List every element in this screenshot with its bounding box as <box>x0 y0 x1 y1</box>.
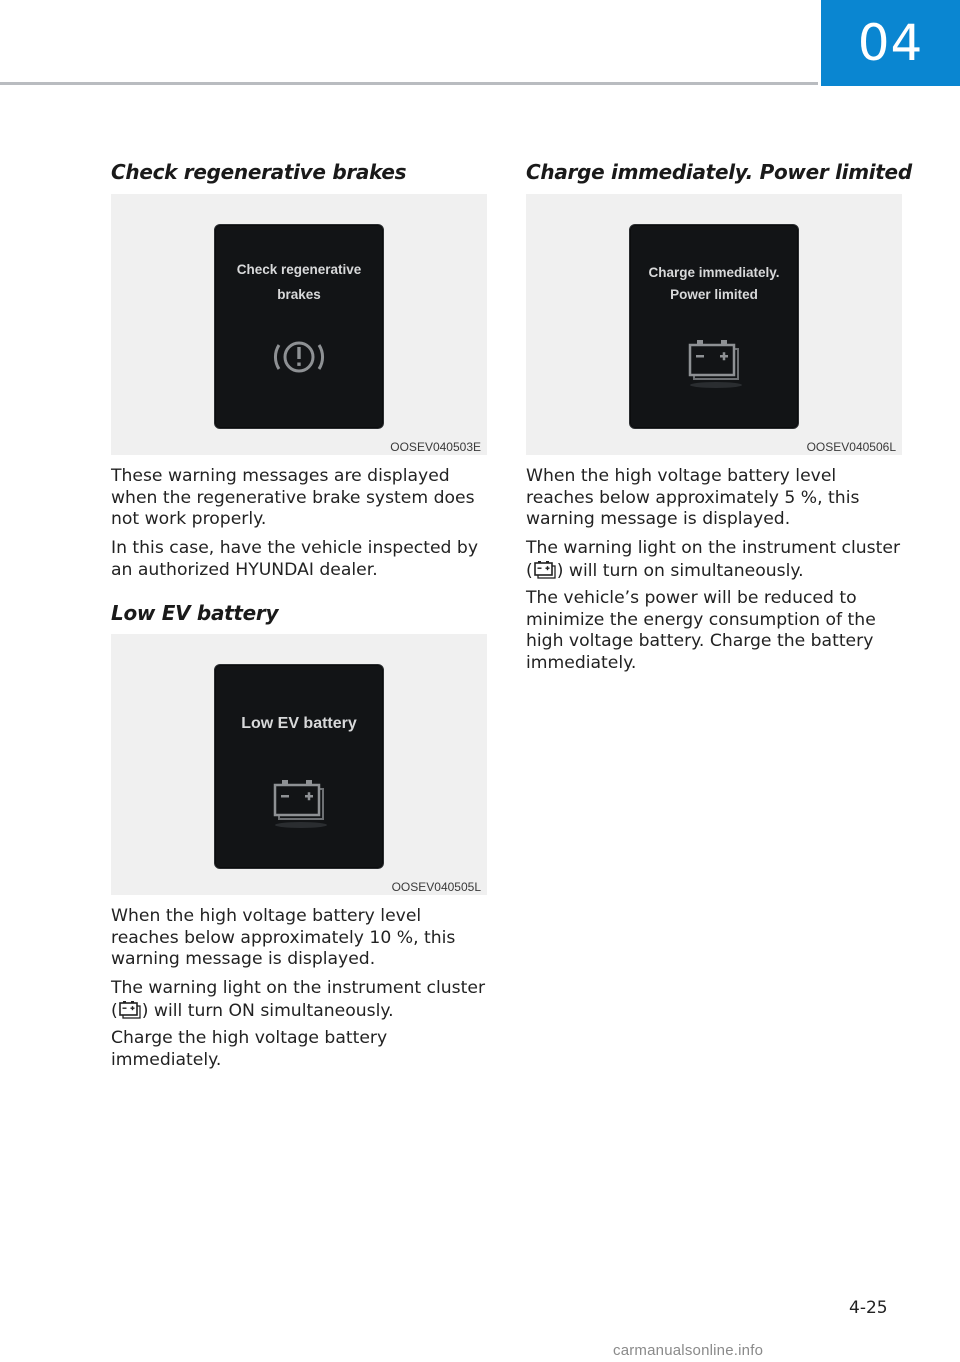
section-title-low-ev-battery: Low EV battery <box>111 601 279 625</box>
figure-low-ev-battery <box>111 634 487 895</box>
cluster-display <box>214 224 384 429</box>
figure-code: OOSEV040505L <box>391 880 481 894</box>
paragraph-text: The warning light on the instrument cluster ( <box>526 538 901 581</box>
battery-warning-icon <box>533 560 557 580</box>
paragraph: The vehicle’s power will be reduced to minimize the energy consumption of the high voltage battery. Charge the battery immediately. <box>526 588 876 673</box>
page-number: 4-25 <box>849 1298 888 1318</box>
paragraph-text: The warning light on the instrument cluster ( <box>111 978 486 1021</box>
watermark[interactable]: carmanualsonline.info <box>613 1342 764 1359</box>
section-title-check-regenerative-brakes: Check regenerative brakes <box>111 160 407 184</box>
figure-check-regenerative-brakes <box>111 194 487 455</box>
paragraph: In this case, have the vehicle inspected by an authorized HYUNDAI dealer. <box>111 538 478 580</box>
display-line-1: Check regenerative <box>236 262 362 277</box>
brake-warning-icon <box>273 335 325 379</box>
paragraph-text: ) will turn ON simultaneously. <box>141 1000 394 1021</box>
display-line-1: Charge immediately. <box>648 265 780 280</box>
paragraph-text: ) will turn on simultaneously. <box>556 560 804 581</box>
paragraph: Charge the high voltage battery immediately. <box>111 1028 388 1070</box>
paragraph-warning-light <box>111 978 491 1022</box>
figure-charge-immediately <box>526 194 902 455</box>
display-line-2: brakes <box>277 287 321 302</box>
battery-warning-icon <box>269 777 333 829</box>
paragraph: These warning messages are displayed when the regenerative brake system does not work properly. <box>111 466 475 529</box>
section-title-charge-immediately: Charge immediately. Power limited <box>526 160 912 184</box>
chapter-number: 04 <box>857 14 924 72</box>
paragraph: When the high voltage battery level reaches below approximately 10 %, this warning message is displayed. <box>111 906 456 969</box>
paragraph-warning-light <box>526 538 902 582</box>
paragraph: When the high voltage battery level reaches below approximately 5 %, this warning message is displayed. <box>526 466 860 529</box>
figure-code: OOSEV040503E <box>390 440 481 454</box>
display-line-2: Power limited <box>670 287 758 302</box>
figure-code: OOSEV040506L <box>806 440 896 454</box>
chapter-tab <box>821 0 960 86</box>
cluster-display <box>629 224 799 429</box>
battery-warning-icon <box>118 1000 142 1020</box>
cluster-display <box>214 664 384 869</box>
header-rule <box>0 82 818 85</box>
display-line-1: Low EV battery <box>241 715 357 732</box>
battery-warning-icon <box>684 337 748 389</box>
